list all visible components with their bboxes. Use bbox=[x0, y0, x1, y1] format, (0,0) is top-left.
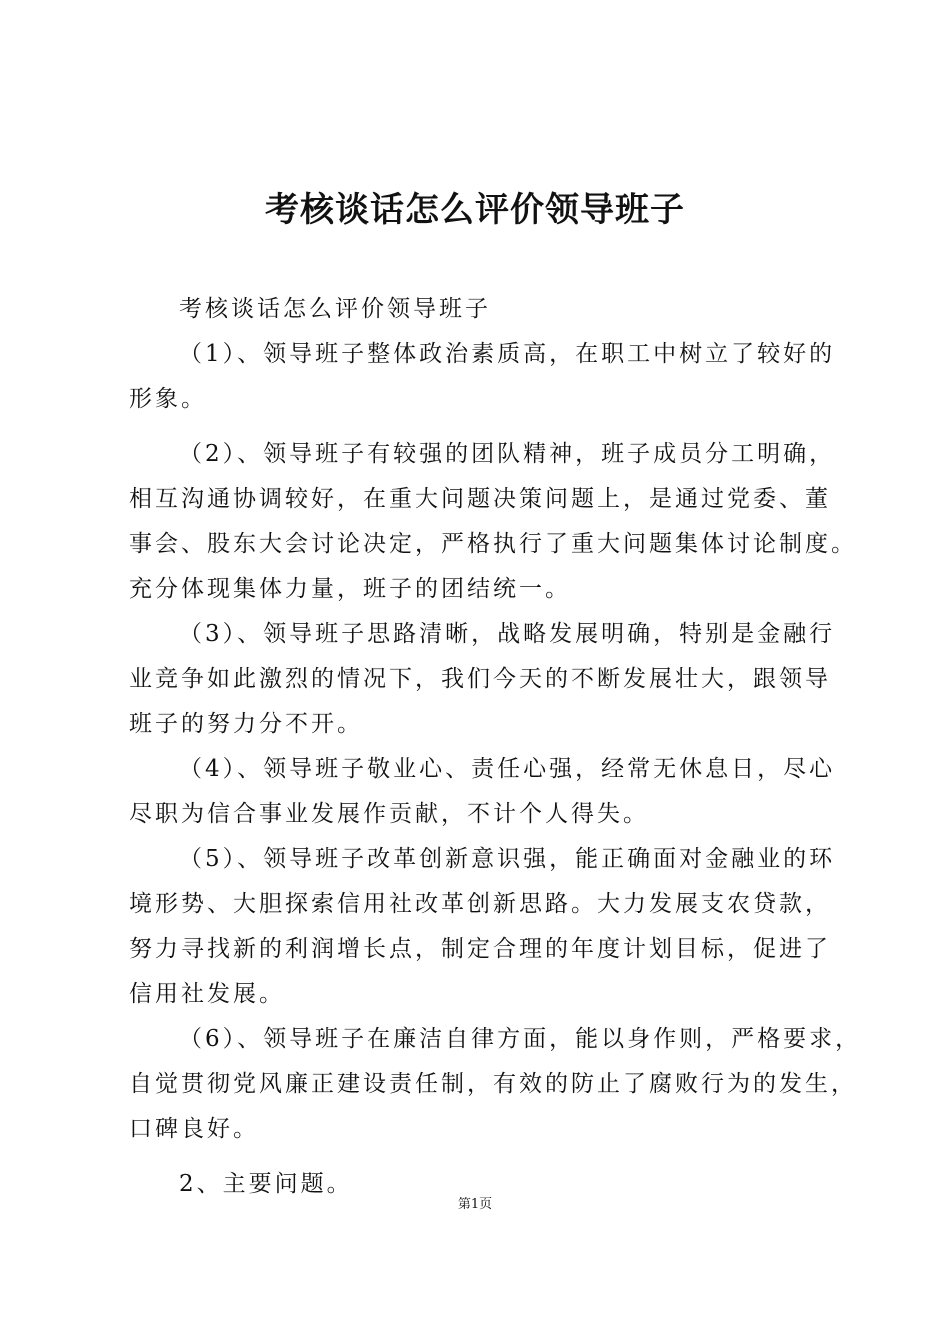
body-line-item5: （5）、领导班子改革创新意识强，能正确面对金融业的环 bbox=[179, 846, 836, 872]
body-line: 事会、股东大会讨论决定，严格执行了重大问题集体讨论制度。 bbox=[129, 531, 857, 557]
body-line-item3: （3）、领导班子思路清晰，战略发展明确，特别是金融行 bbox=[179, 621, 836, 647]
body-line: 口碑良好。 bbox=[129, 1116, 259, 1142]
body-line: 班子的努力分不开。 bbox=[129, 711, 363, 737]
page-number: 第1页 bbox=[457, 1197, 493, 1212]
document-title: 考核谈话怎么评价领导班子 bbox=[265, 190, 685, 230]
document-body bbox=[129, 287, 862, 1207]
body-line-item6: （6）、领导班子在廉洁自律方面，能以身作则，严格要求， bbox=[179, 1026, 862, 1052]
body-line: 充分体现集体力量，班子的团结统一。 bbox=[129, 576, 571, 602]
body-line: 境形势、大胆探索信用社改革创新思路。大力发展支农贷款， bbox=[129, 891, 831, 917]
body-line: 形象。 bbox=[129, 386, 207, 412]
body-line-item4: （4）、领导班子敬业心、责任心强，经常无休息日，尽心 bbox=[179, 756, 836, 782]
body-line-section2: 2、主要问题。 bbox=[179, 1171, 353, 1197]
body-line-intro: 考核谈话怎么评价领导班子 bbox=[179, 296, 491, 322]
body-line: 信用社发展。 bbox=[129, 981, 285, 1007]
body-line: 业竞争如此激烈的情况下，我们今天的不断发展壮大，跟领导 bbox=[129, 666, 831, 692]
body-line: 努力寻找新的利润增长点，制定合理的年度计划目标，促进了 bbox=[129, 936, 831, 962]
body-line: 自觉贯彻党风廉正建设责任制，有效的防止了腐败行为的发生， bbox=[129, 1071, 857, 1097]
body-line: 尽职为信合事业发展作贡献，不计个人得失。 bbox=[129, 801, 649, 827]
body-line-item1: （1）、领导班子整体政治素质高，在职工中树立了较好的 bbox=[179, 341, 836, 367]
body-line: 相互沟通协调较好，在重大问题决策问题上，是通过党委、董 bbox=[129, 486, 831, 512]
body-line-item2: （2）、领导班子有较强的团队精神，班子成员分工明确， bbox=[179, 441, 836, 467]
